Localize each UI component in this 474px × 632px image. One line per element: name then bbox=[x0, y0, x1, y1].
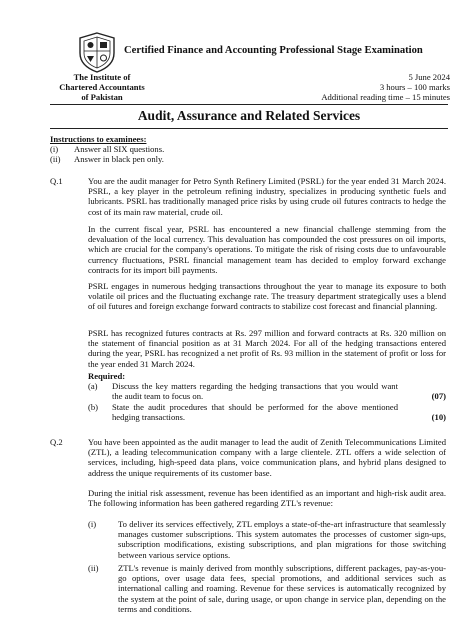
icap-crest-icon bbox=[74, 29, 120, 75]
instructions-heading: Instructions to examinees: bbox=[50, 134, 147, 144]
reading-time: Additional reading time – 15 minutes bbox=[321, 92, 450, 102]
question-number: Q.2 bbox=[50, 437, 63, 447]
q2-item: (i) To deliver its services effectively, ZTL employs a state-of-the-art infrastructure that seamlessly manages customer subscriptions. This system automates the processes of customer sign-ups, subscription modifications, existing subscriptions, and plan migrations for those switching between various service options. bbox=[88, 519, 446, 560]
instruction-item: (i) Answer all SIX questions. bbox=[50, 144, 165, 154]
instruction-item: (ii) Answer in black pen only. bbox=[50, 154, 164, 164]
q1-paragraph: In the current fiscal year, PSRL has encountered a new financial challenge stemming from the devaluation of the local currency. This devaluation has compounded the cost pressures on oil imports, which are crucial for the company's operations. To mitigate the risk of rising costs due to unfavourable currency fluctuations, PSRL financial management team has decided to employ forward exchange contracts for its import bill payments. bbox=[88, 224, 446, 275]
exam-date: 5 June 2024 bbox=[408, 72, 450, 82]
exam-duration: 3 hours – 100 marks bbox=[379, 82, 450, 92]
marks: (10) bbox=[431, 411, 446, 422]
subject-title: Audit, Assurance and Related Services bbox=[137, 108, 361, 123]
q1-part-a: (a) Discuss the key matters regarding the hedging transactions that you would want the audit team to focus on. (07) bbox=[88, 381, 446, 402]
required-label: Required: bbox=[88, 371, 126, 381]
question-number: Q.1 bbox=[50, 176, 63, 186]
q1-paragraph: You are the audit manager for Petro Synth Refinery Limited (PSRL) for the year ended 31 March 2024. PSRL, a key player in the petroleum refining industry, specializes in producing synthetic fuels and lubricants. PSRL has traditionally managed price risks by using crude oil futures contracts to hedge the cost of its main raw material, crude oil. bbox=[88, 176, 446, 217]
q2-paragraph: You have been appointed as the audit manager to lead the audit of Zenith Telecommunications Limited (ZTL), a leading telecommunication company with a large clientele. ZTL offers a wide selection of services, including, high-speed data plans, voice communication plans, and hybrid plans designed to address the unique requirements of its customer base. bbox=[88, 437, 446, 478]
q2-paragraph: During the initial risk assessment, revenue has been identified as an important and high-risk audit area. The following information has been gathered regarding ZTL's revenue: bbox=[88, 488, 446, 509]
q1-paragraph: PSRL has recognized futures contracts at Rs. 297 million and forward contracts at Rs. 320 million on the statement of financial position as at 31 March 2024. For all of the hedging transactions entered during the year, PSRL has recognized a net profit of Rs. 93 million in the statement of profit or loss for the year ended 31 March 2024. bbox=[88, 328, 446, 369]
institute-name: The Institute of Chartered Accountants of Pakistan bbox=[59, 72, 145, 102]
divider-bottom bbox=[50, 128, 448, 129]
q1-paragraph: PSRL engages in numerous hedging transactions throughout the year to manage its exposure to both volatile oil prices and the fluctuating exchange rate. The treasury department strategically uses a blend of oil futures and foreign exchange forward contracts to stabilize cost forecast and financial planning. bbox=[88, 281, 446, 312]
q2-item: (ii) ZTL's revenue is mainly derived from monthly subscriptions, different packages, pay-as-you-go options, over usage data fees, special promotions, and additional services such as international calling and roaming. Revenue for these services is automatically recognized by the system at the point of sale, during usage, or upon change in service plan, depending on the terms and conditions. bbox=[88, 563, 446, 614]
exam-title: Certified Finance and Accounting Professional Stage Examination bbox=[124, 45, 423, 56]
q1-part-b: (b) State the audit procedures that should be performed for the above mentioned hedging transactions. (10) bbox=[88, 401, 446, 422]
instructions bbox=[50, 134, 448, 164]
exam-meta bbox=[250, 72, 450, 102]
marks: (07) bbox=[431, 391, 446, 402]
divider-top bbox=[50, 104, 448, 105]
